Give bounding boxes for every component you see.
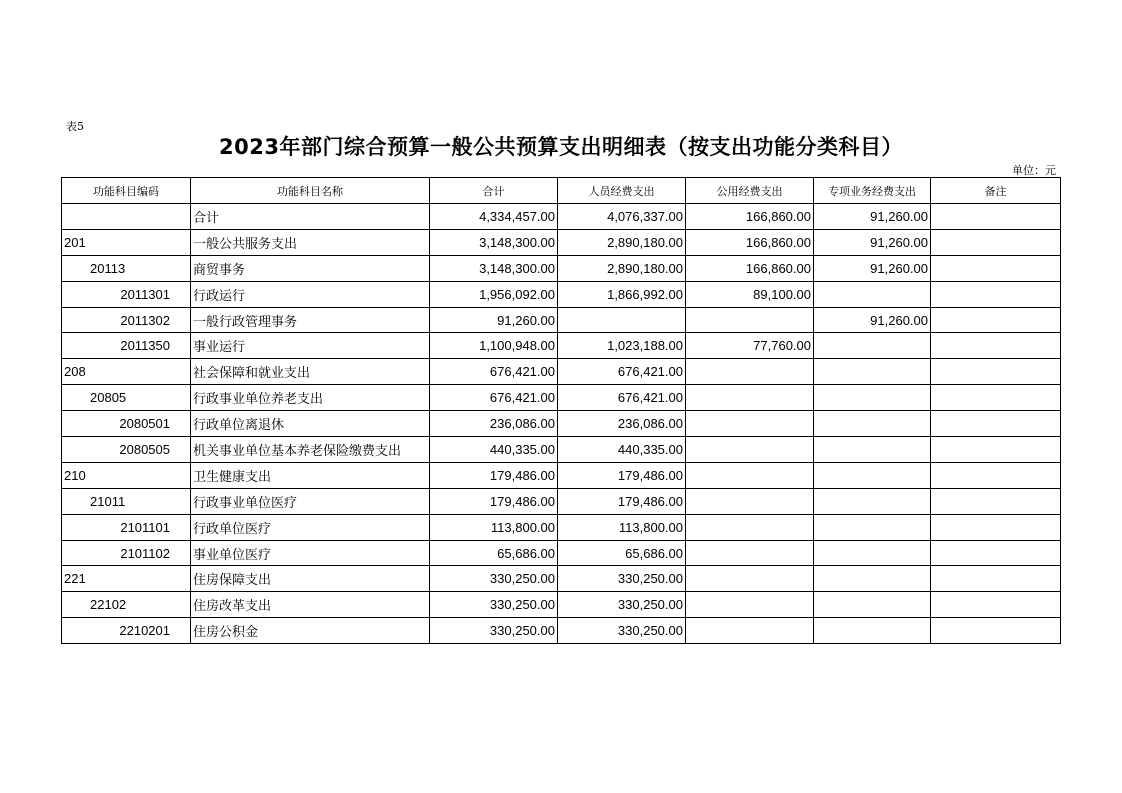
cell-personnel: 4,076,337.00 xyxy=(558,204,686,230)
cell-code: 20113 xyxy=(62,255,191,281)
cell-personnel: 330,250.00 xyxy=(558,592,686,618)
cell-name: 一般行政管理事务 xyxy=(191,307,430,333)
cell-public xyxy=(686,385,814,411)
cell-name: 行政事业单位医疗 xyxy=(191,488,430,514)
cell-code: 2011301 xyxy=(62,281,191,307)
table-row xyxy=(62,488,1061,514)
table-row xyxy=(62,540,1061,566)
cell-special xyxy=(814,566,931,592)
table-row xyxy=(62,281,1061,307)
cell-personnel: 440,335.00 xyxy=(558,437,686,463)
header-name: 功能科目名称 xyxy=(191,178,430,204)
cell-total: 3,148,300.00 xyxy=(430,255,558,281)
cell-personnel: 65,686.00 xyxy=(558,540,686,566)
cell-public xyxy=(686,566,814,592)
table-row xyxy=(62,307,1061,333)
cell-code: 20805 xyxy=(62,385,191,411)
cell-special xyxy=(814,281,931,307)
table-row xyxy=(62,514,1061,540)
cell-total: 676,421.00 xyxy=(430,385,558,411)
cell-public xyxy=(686,592,814,618)
cell-public xyxy=(686,462,814,488)
table-row xyxy=(62,437,1061,463)
cell-note xyxy=(931,333,1061,359)
cell-personnel: 676,421.00 xyxy=(558,385,686,411)
header-special: 专项业务经费支出 xyxy=(814,178,931,204)
cell-special xyxy=(814,359,931,385)
cell-total: 440,335.00 xyxy=(430,437,558,463)
cell-total: 179,486.00 xyxy=(430,462,558,488)
cell-total: 330,250.00 xyxy=(430,566,558,592)
cell-name: 行政运行 xyxy=(191,281,430,307)
cell-name: 商贸事务 xyxy=(191,255,430,281)
cell-personnel: 330,250.00 xyxy=(558,618,686,644)
cell-name: 合计 xyxy=(191,204,430,230)
cell-public xyxy=(686,540,814,566)
cell-code: 2011302 xyxy=(62,307,191,333)
header-personnel: 人员经费支出 xyxy=(558,178,686,204)
cell-personnel: 179,486.00 xyxy=(558,488,686,514)
cell-personnel xyxy=(558,307,686,333)
cell-note xyxy=(931,618,1061,644)
cell-personnel: 1,023,188.00 xyxy=(558,333,686,359)
cell-note xyxy=(931,488,1061,514)
table-row xyxy=(62,359,1061,385)
cell-total: 330,250.00 xyxy=(430,618,558,644)
table-row xyxy=(62,618,1061,644)
cell-total: 1,956,092.00 xyxy=(430,281,558,307)
cell-code: 201 xyxy=(62,229,191,255)
header-total: 合计 xyxy=(430,178,558,204)
cell-note xyxy=(931,592,1061,618)
cell-code: 2101101 xyxy=(62,514,191,540)
cell-name: 住房改革支出 xyxy=(191,592,430,618)
cell-note xyxy=(931,281,1061,307)
cell-total: 1,100,948.00 xyxy=(430,333,558,359)
cell-total: 179,486.00 xyxy=(430,488,558,514)
table-row xyxy=(62,333,1061,359)
cell-code: 2210201 xyxy=(62,618,191,644)
cell-name: 住房公积金 xyxy=(191,618,430,644)
cell-name: 一般公共服务支出 xyxy=(191,229,430,255)
cell-code: 210 xyxy=(62,462,191,488)
cell-total: 330,250.00 xyxy=(430,592,558,618)
cell-special xyxy=(814,514,931,540)
cell-public xyxy=(686,307,814,333)
cell-personnel: 179,486.00 xyxy=(558,462,686,488)
cell-public: 166,860.00 xyxy=(686,229,814,255)
cell-code: 22102 xyxy=(62,592,191,618)
cell-name: 社会保障和就业支出 xyxy=(191,359,430,385)
page-title: 2023年部门综合预算一般公共预算支出明细表（按支出功能分类科目） xyxy=(219,135,903,159)
cell-personnel: 2,890,180.00 xyxy=(558,255,686,281)
cell-public: 166,860.00 xyxy=(686,204,814,230)
header-note: 备注 xyxy=(931,178,1061,204)
cell-total: 91,260.00 xyxy=(430,307,558,333)
cell-note xyxy=(931,229,1061,255)
cell-special xyxy=(814,462,931,488)
cell-code: 2080505 xyxy=(62,437,191,463)
cell-personnel: 676,421.00 xyxy=(558,359,686,385)
cell-public xyxy=(686,437,814,463)
cell-name: 行政单位离退休 xyxy=(191,411,430,437)
cell-special: 91,260.00 xyxy=(814,204,931,230)
cell-note xyxy=(931,255,1061,281)
cell-special xyxy=(814,618,931,644)
cell-name: 事业运行 xyxy=(191,333,430,359)
cell-note xyxy=(931,385,1061,411)
cell-special xyxy=(814,437,931,463)
cell-code: 21011 xyxy=(62,488,191,514)
cell-note xyxy=(931,359,1061,385)
table-row xyxy=(62,566,1061,592)
cell-public xyxy=(686,514,814,540)
cell-code: 208 xyxy=(62,359,191,385)
table-label: 表5 xyxy=(66,120,84,133)
cell-public: 89,100.00 xyxy=(686,281,814,307)
cell-note xyxy=(931,540,1061,566)
cell-special xyxy=(814,333,931,359)
cell-personnel: 330,250.00 xyxy=(558,566,686,592)
cell-public: 166,860.00 xyxy=(686,255,814,281)
cell-code xyxy=(62,204,191,230)
cell-name: 机关事业单位基本养老保险缴费支出 xyxy=(191,437,430,463)
header-code: 功能科目编码 xyxy=(62,178,191,204)
cell-code: 2080501 xyxy=(62,411,191,437)
cell-total: 113,800.00 xyxy=(430,514,558,540)
cell-note xyxy=(931,566,1061,592)
cell-special: 91,260.00 xyxy=(814,229,931,255)
cell-personnel: 113,800.00 xyxy=(558,514,686,540)
cell-total: 3,148,300.00 xyxy=(430,229,558,255)
header-row xyxy=(62,178,1061,204)
cell-personnel: 2,890,180.00 xyxy=(558,229,686,255)
cell-total: 236,086.00 xyxy=(430,411,558,437)
cell-special xyxy=(814,488,931,514)
cell-note xyxy=(931,437,1061,463)
cell-special xyxy=(814,411,931,437)
cell-name: 行政事业单位养老支出 xyxy=(191,385,430,411)
unit-label: 单位：元 xyxy=(1012,164,1056,177)
cell-name: 行政单位医疗 xyxy=(191,514,430,540)
cell-code: 2011350 xyxy=(62,333,191,359)
cell-note xyxy=(931,514,1061,540)
table-row xyxy=(62,462,1061,488)
budget-table xyxy=(61,177,1061,644)
cell-name: 住房保障支出 xyxy=(191,566,430,592)
cell-total: 4,334,457.00 xyxy=(430,204,558,230)
table-row xyxy=(62,255,1061,281)
cell-public xyxy=(686,359,814,385)
cell-public: 77,760.00 xyxy=(686,333,814,359)
cell-total: 65,686.00 xyxy=(430,540,558,566)
cell-personnel: 236,086.00 xyxy=(558,411,686,437)
table-row xyxy=(62,385,1061,411)
cell-note xyxy=(931,204,1061,230)
cell-special xyxy=(814,385,931,411)
cell-code: 2101102 xyxy=(62,540,191,566)
header-public: 公用经费支出 xyxy=(686,178,814,204)
cell-special xyxy=(814,540,931,566)
cell-special: 91,260.00 xyxy=(814,307,931,333)
table-row xyxy=(62,204,1061,230)
cell-personnel: 1,866,992.00 xyxy=(558,281,686,307)
cell-name: 事业单位医疗 xyxy=(191,540,430,566)
cell-note xyxy=(931,307,1061,333)
table-row xyxy=(62,411,1061,437)
table-row xyxy=(62,592,1061,618)
cell-note xyxy=(931,462,1061,488)
cell-code: 221 xyxy=(62,566,191,592)
cell-note xyxy=(931,411,1061,437)
cell-public xyxy=(686,618,814,644)
cell-total: 676,421.00 xyxy=(430,359,558,385)
cell-public xyxy=(686,488,814,514)
cell-special: 91,260.00 xyxy=(814,255,931,281)
cell-name: 卫生健康支出 xyxy=(191,462,430,488)
table-row xyxy=(62,229,1061,255)
cell-special xyxy=(814,592,931,618)
cell-public xyxy=(686,411,814,437)
